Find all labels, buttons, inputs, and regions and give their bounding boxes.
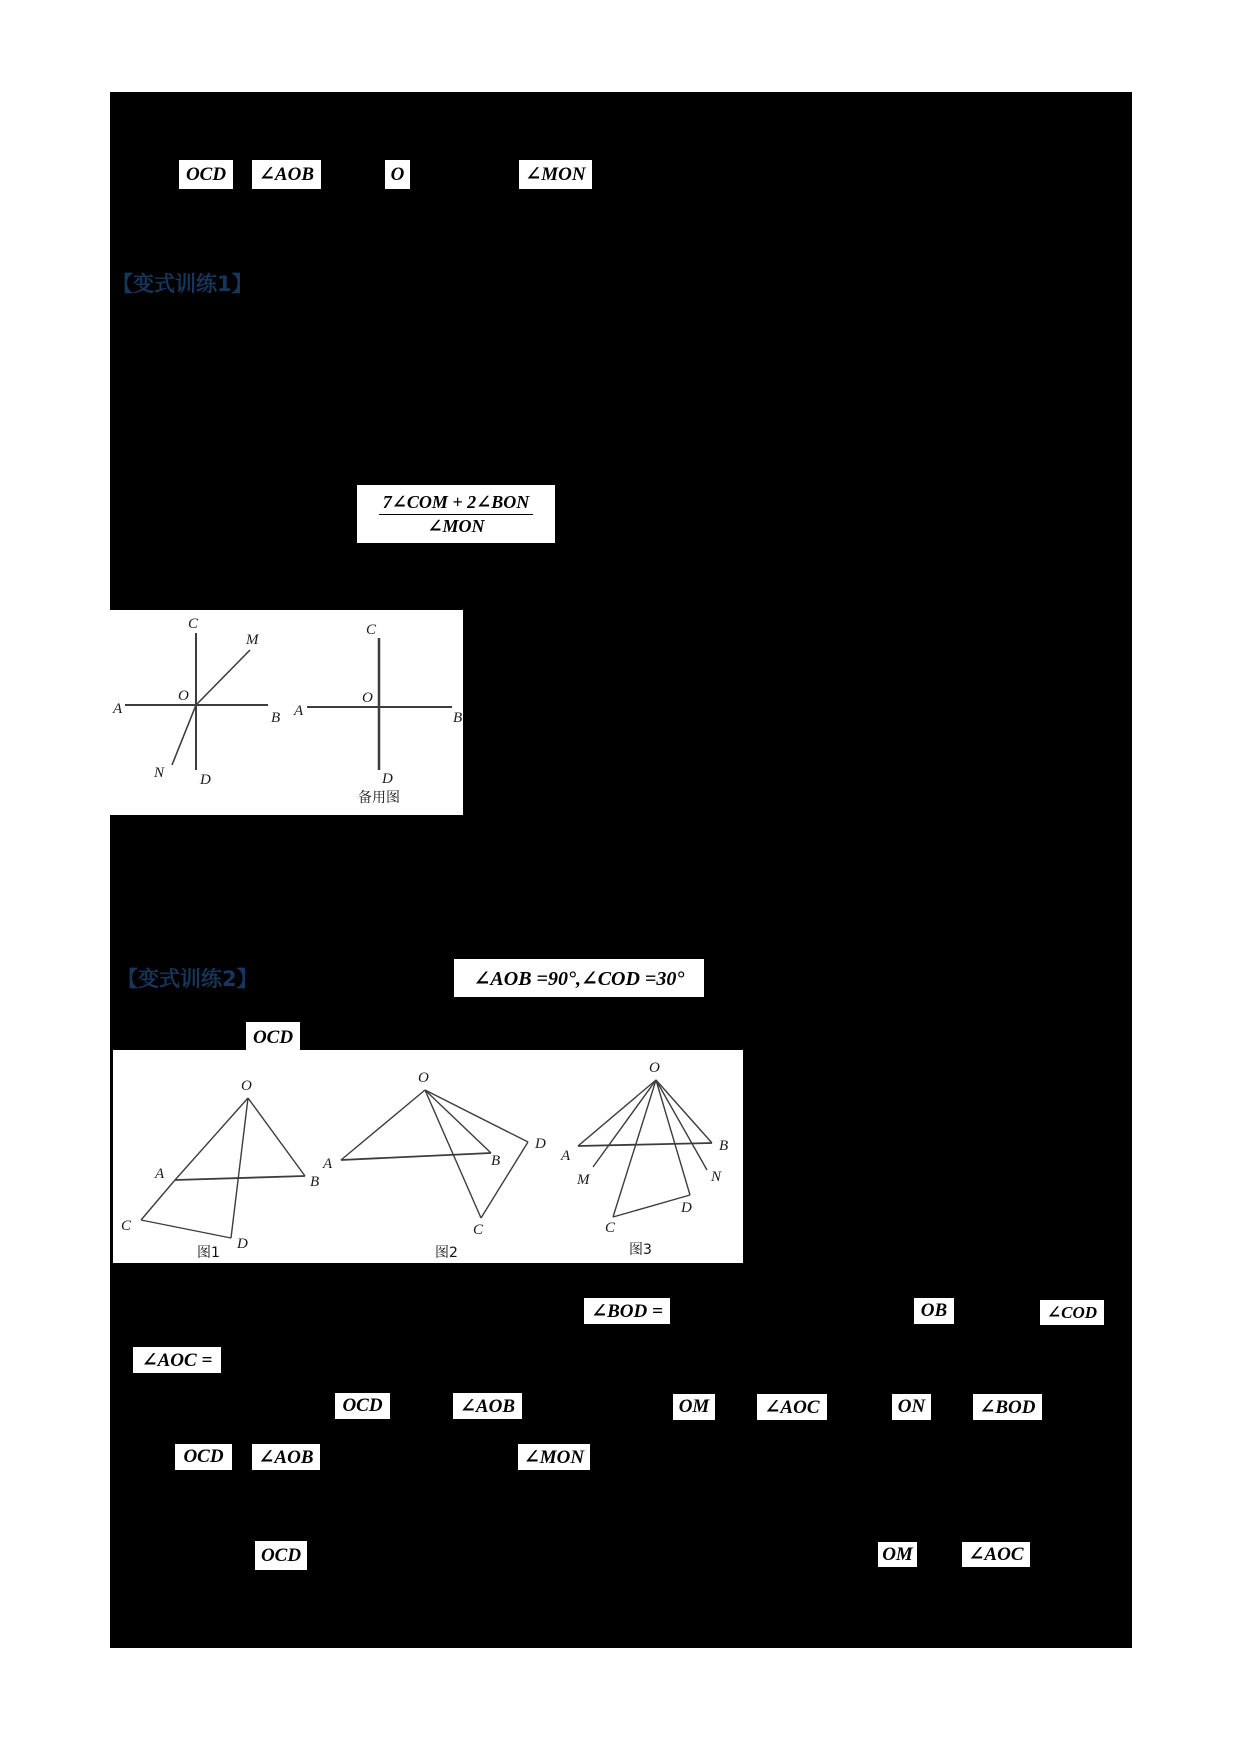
figA-label-B: B: [271, 710, 281, 726]
fig3-label-B: B: [719, 1138, 729, 1154]
math-box-ocd: OCD: [175, 1444, 232, 1470]
fig2-label-D: D: [535, 1136, 546, 1152]
math-box-angle-mon: ∠MON: [518, 1444, 590, 1470]
math-box-angle-aoc: ∠AOC: [757, 1394, 827, 1420]
math-box-angle-aoc: ∠AOC: [962, 1542, 1030, 1567]
fig3-label-A: A: [561, 1148, 571, 1164]
diagram-panel-2: [113, 1050, 743, 1263]
math-box-angle-aob: ∠AOB: [252, 160, 321, 189]
math-box-angle-aob: ∠AOB: [252, 1444, 320, 1470]
figA-label-M: M: [246, 632, 259, 648]
fig1-label-A: A: [155, 1166, 165, 1182]
math-box-ocd: OCD: [335, 1393, 390, 1419]
section1-heading: 【变式训练1】: [112, 272, 253, 296]
math-box-on: ON: [892, 1394, 931, 1420]
fraction-denominator: ∠MON: [427, 515, 485, 536]
fig3-label-C: C: [605, 1220, 616, 1236]
figA-label-N: N: [154, 765, 165, 781]
section2-heading: 【变式训练2】: [117, 967, 258, 991]
fig2-label-A: A: [323, 1156, 333, 1172]
fraction-formula: [357, 485, 555, 543]
fig1-caption: 图1: [197, 1245, 220, 1261]
figA-label-C: C: [188, 616, 199, 632]
fig2-label-O: O: [418, 1070, 429, 1086]
fig2-caption: 图2: [435, 1245, 458, 1261]
figB-label-A: A: [294, 703, 304, 719]
figA-label-A: A: [113, 701, 123, 717]
figB-label-D: D: [382, 771, 393, 787]
figB-label-B: B: [453, 710, 463, 726]
cross-diagram-svg: [110, 610, 463, 815]
figA-label-D: D: [200, 772, 211, 788]
fig3-label-N: N: [711, 1169, 722, 1185]
math-box-angle-bod: ∠BOD: [973, 1394, 1042, 1420]
math-box-angle-aob: ∠AOB: [453, 1393, 522, 1419]
math-box-angle-mon: ∠MON: [519, 160, 592, 189]
diagram-panel-1: [110, 610, 463, 815]
math-box-ob: OB: [914, 1298, 954, 1324]
fig3-caption: 图3: [629, 1242, 652, 1258]
math-box-ocd: OCD: [246, 1022, 300, 1053]
triangle-diagrams-svg: [113, 1050, 743, 1263]
math-box-angle-aoc-equals: ∠AOC =: [133, 1347, 221, 1373]
fig3-label-D: D: [681, 1200, 692, 1216]
fig2-label-B: B: [491, 1153, 501, 1169]
figB-label-C: C: [366, 622, 377, 638]
fig3-label-M: M: [577, 1172, 590, 1188]
fig1-label-D: D: [237, 1236, 248, 1252]
fig1-label-O: O: [241, 1078, 252, 1094]
given-conditions-box: ∠AOB =90°,∠COD =30°: [454, 959, 704, 997]
fig3-label-O: O: [649, 1060, 660, 1076]
fig1-label-B: B: [310, 1174, 320, 1190]
backup-figure-caption: 备用图: [358, 790, 400, 806]
fig2-label-C: C: [473, 1222, 484, 1238]
math-box-om: OM: [673, 1394, 715, 1420]
fig1-label-C: C: [121, 1218, 132, 1234]
figA-label-O: O: [178, 688, 189, 704]
math-box-point-o: O: [385, 160, 410, 189]
math-box-angle-cod: ∠COD: [1040, 1300, 1104, 1325]
math-box-angle-bod-equals: ∠BOD =: [584, 1298, 670, 1324]
math-box-om: OM: [878, 1542, 917, 1567]
figB-label-O: O: [362, 690, 373, 706]
math-box-ocd: OCD: [179, 160, 233, 189]
fraction-numerator: 7∠COM + 2∠BON: [379, 490, 533, 515]
math-box-ocd: OCD: [255, 1541, 307, 1570]
